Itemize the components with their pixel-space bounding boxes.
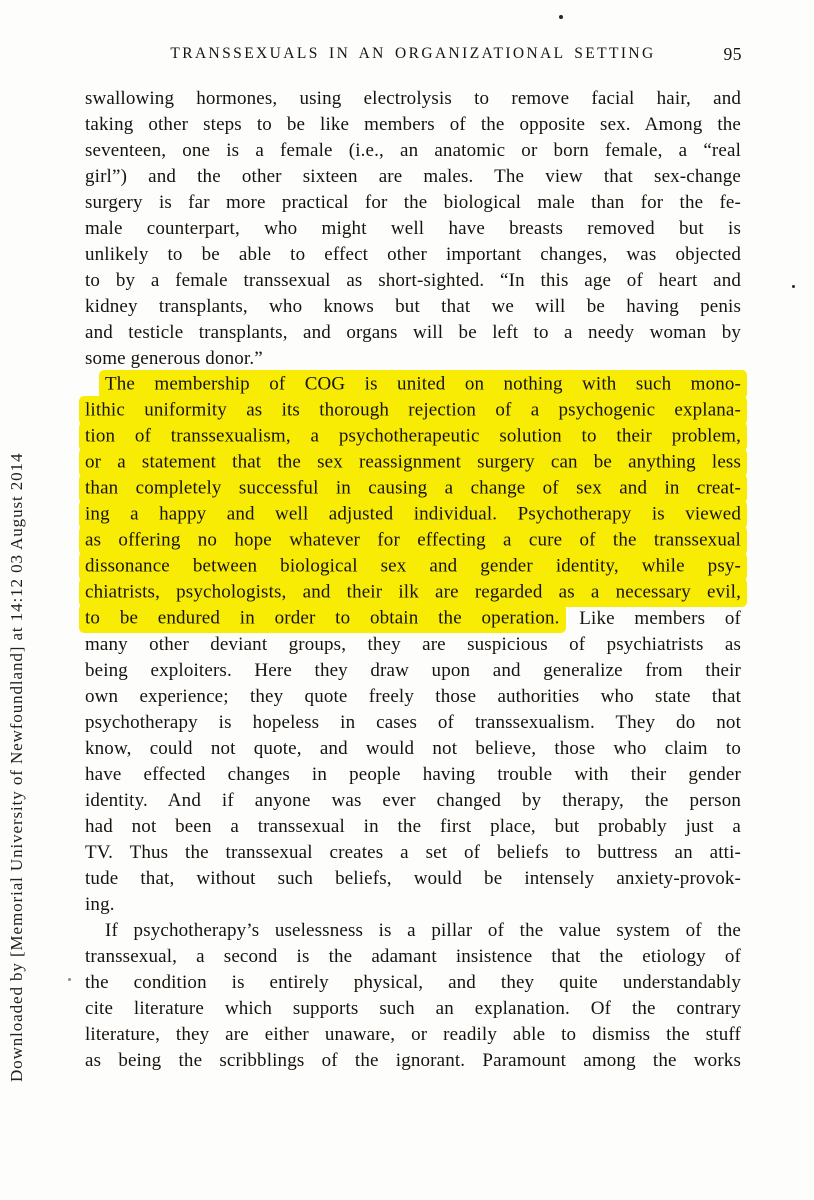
scan-speck <box>68 978 71 981</box>
body-text: Like members of <box>559 608 741 629</box>
text-line <box>85 710 741 736</box>
text-line <box>85 554 741 580</box>
text-line <box>85 944 741 970</box>
text-line <box>85 216 741 242</box>
text-line <box>85 398 741 424</box>
body-text: know, could not quote, and would not believe, those who claim to <box>85 738 741 759</box>
body-text: tude that, without such beliefs, would be intensely anxiety-provok- <box>85 868 741 889</box>
body-text: kidney transplants, who knows but that we will be having penis <box>85 296 741 317</box>
text-line <box>85 372 741 398</box>
text-line <box>85 294 741 320</box>
body-text: girl”) and the other sixteen are males. The view that sex-change <box>85 166 741 187</box>
scan-speck <box>792 285 795 288</box>
text-line <box>85 970 741 996</box>
body-text-column <box>85 86 741 1074</box>
scan-speck <box>559 15 563 19</box>
body-text: the condition is entirely physical, and they quite understandably <box>85 972 741 993</box>
highlighted-text: lithic uniformity as its thorough rejection of a psychogenic explana- <box>79 396 747 424</box>
body-text: ing. <box>85 894 115 915</box>
text-line <box>85 346 741 372</box>
highlighted-text: The membership of COG is united on nothing with such mono- <box>99 370 747 398</box>
text-line <box>85 814 741 840</box>
body-text: taking other steps to be like members of the opposite sex. Among the <box>85 114 741 135</box>
text-line <box>85 138 741 164</box>
body-text: being exploiters. Here they draw upon and generalize from their <box>85 660 741 681</box>
body-text: literature, they are either unaware, or readily able to dismiss the stuff <box>85 1024 741 1045</box>
body-text: had not been a transsexual in the first place, but probably just a <box>85 816 741 837</box>
page-number: 95 <box>723 44 742 64</box>
body-text: and testicle transplants, and organs will be left to a needy woman by <box>85 322 741 343</box>
body-text: surgery is far more practical for the biological male than for the fe- <box>85 192 741 213</box>
text-line <box>85 840 741 866</box>
text-line <box>85 788 741 814</box>
body-text: male counterpart, who might well have breasts removed but is <box>85 218 741 239</box>
text-line <box>85 164 741 190</box>
body-text: seventeen, one is a female (i.e., an anatomic or born female, a “real <box>85 140 741 161</box>
text-line <box>85 1048 741 1074</box>
text-line <box>85 268 741 294</box>
highlighted-text: tion of transsexualism, a psychotherapeutic solution to their problem, <box>79 422 747 450</box>
text-line <box>85 320 741 346</box>
text-line <box>85 996 741 1022</box>
body-text: as being the scribblings of the ignorant. Paramount among the works <box>85 1050 741 1071</box>
text-line <box>85 632 741 658</box>
body-text: many other deviant groups, they are suspicious of psychiatrists as <box>85 634 741 655</box>
body-text: to by a female transsexual as short-sighted. “In this age of heart and <box>85 270 741 291</box>
body-text: own experience; they quote freely those authorities who state that <box>85 686 741 707</box>
highlighted-text: as offering no hope whatever for effecting a cure of the transsexual <box>79 526 747 554</box>
text-line <box>85 736 741 762</box>
text-line <box>85 1022 741 1048</box>
text-line <box>85 684 741 710</box>
text-line <box>85 190 741 216</box>
text-line <box>85 866 741 892</box>
body-text: some generous donor.” <box>85 348 263 369</box>
highlighted-text: than completely successful in causing a change of sex and in creat- <box>79 474 747 502</box>
download-watermark: Downloaded by [Memorial University of Newfoundland] at 14:12 03 August 2014 <box>7 452 26 1082</box>
running-head-title: TRANSSEXUALS IN AN ORGANIZATIONAL SETTING <box>170 45 656 62</box>
text-line <box>85 502 741 528</box>
text-line <box>85 528 741 554</box>
body-text: identity. And if anyone was ever changed by therapy, the person <box>85 790 741 811</box>
text-line <box>85 86 741 112</box>
text-line <box>85 918 741 944</box>
highlighted-text: or a statement that the sex reassignment surgery can be anything less <box>79 448 747 476</box>
body-text: swallowing hormones, using electrolysis to remove facial hair, and <box>85 88 741 109</box>
body-text: If psychotherapy’s uselessness is a pillar of the value system of the <box>105 920 741 941</box>
text-line <box>85 242 741 268</box>
highlighted-text: chiatrists, psychologists, and their ilk are regarded as a necessary evil, <box>79 578 747 606</box>
text-line <box>85 424 741 450</box>
highlighted-text: dissonance between biological sex and gender identity, while psy- <box>79 552 747 580</box>
highlighted-text: to be endured in order to obtain the operation. <box>79 604 566 632</box>
text-line <box>85 658 741 684</box>
text-line <box>85 762 741 788</box>
body-text: transsexual, a second is the adamant insistence that the etiology of <box>85 946 741 967</box>
text-line <box>85 112 741 138</box>
text-line <box>85 580 741 606</box>
text-line <box>85 606 741 632</box>
highlighted-text: ing a happy and well adjusted individual. Psychotherapy is viewed <box>79 500 747 528</box>
body-text: have effected changes in people having trouble with their gender <box>85 764 741 785</box>
text-line <box>85 450 741 476</box>
body-text: TV. Thus the transsexual creates a set of beliefs to buttress an atti- <box>85 842 741 863</box>
body-text: unlikely to be able to effect other important changes, was objected <box>85 244 741 265</box>
body-text: cite literature which supports such an explanation. Of the contrary <box>85 998 741 1019</box>
text-line <box>85 892 741 918</box>
body-text: psychotherapy is hopeless in cases of transsexualism. They do not <box>85 712 741 733</box>
text-line <box>85 476 741 502</box>
